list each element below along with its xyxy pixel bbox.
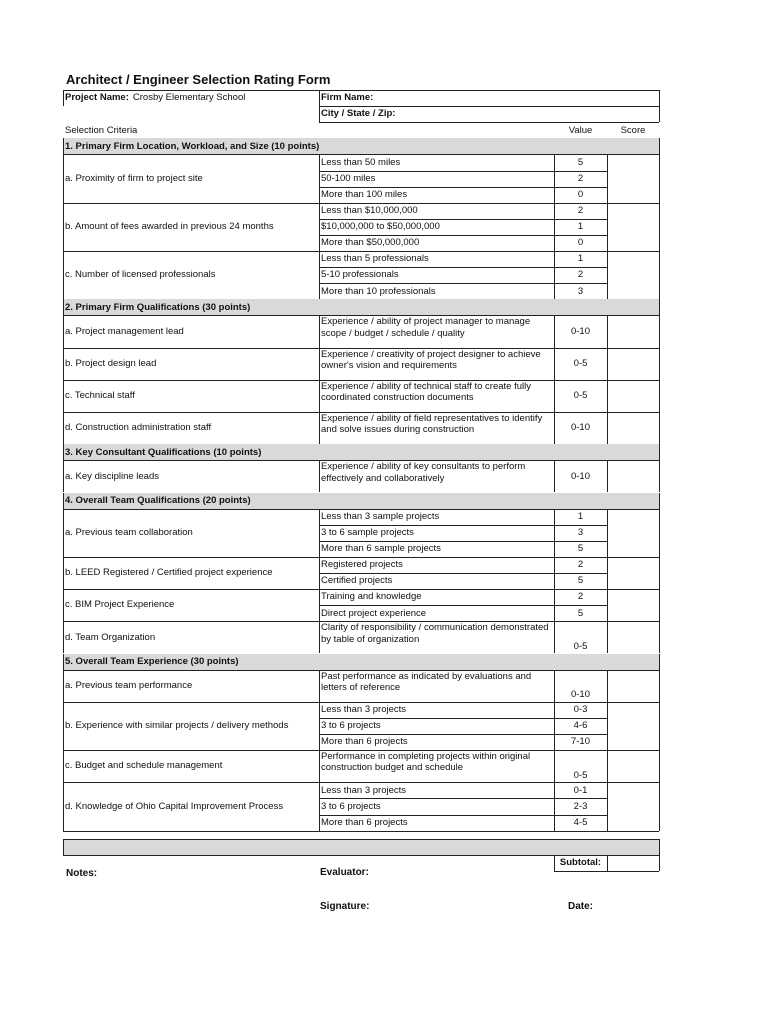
option-text: More than 6 sample projects <box>321 543 441 555</box>
option-value: 2 <box>577 172 584 184</box>
option-text: Less than 3 projects <box>321 704 407 716</box>
option-text: More than 10 professionals <box>321 285 436 297</box>
section-header: 1. Primary Firm Location, Workload, and Size (10 points) <box>63 138 659 154</box>
grid-line <box>659 444 660 460</box>
section-header: 2. Primary Firm Qualifications (30 points) <box>63 299 659 315</box>
grid-line <box>554 412 555 444</box>
option-value: 0 <box>577 237 584 249</box>
grid-line <box>63 589 64 621</box>
grid-line <box>63 831 659 832</box>
criteria-label: d. Construction administration staff <box>65 422 212 434</box>
grid-line <box>63 782 64 830</box>
grid-line <box>659 203 660 251</box>
option-description: Performance in completing projects within original construction budget and schedule <box>321 751 531 774</box>
criteria-header: Selection Criteria <box>65 124 138 136</box>
option-text: 3 to 6 sample projects <box>321 527 414 539</box>
score-input[interactable] <box>610 252 656 298</box>
grid-line <box>63 654 64 670</box>
grid-line <box>607 460 608 492</box>
rating-table <box>63 90 659 869</box>
grid-line <box>659 493 660 509</box>
grid-line <box>659 315 660 347</box>
criteria-label: c. Number of licensed professionals <box>65 269 216 281</box>
section-header: 4. Overall Team Qualifications (20 points) <box>63 493 659 509</box>
grid-line <box>63 509 64 557</box>
option-value: 2 <box>577 591 584 603</box>
grid-line <box>659 380 660 412</box>
grid-line <box>319 90 320 122</box>
grid-line <box>63 90 659 91</box>
grid-line <box>659 702 660 750</box>
grid-line <box>319 203 320 251</box>
form-title: Architect / Engineer Selection Rating Form <box>66 72 331 87</box>
score-input[interactable] <box>610 510 656 556</box>
option-description: Past performance as indicated by evaluations and letters of reference <box>321 670 532 693</box>
grid-line <box>659 348 660 380</box>
grid-line <box>659 750 660 782</box>
grid-line <box>554 670 555 702</box>
grid-line <box>554 203 555 251</box>
city-state-zip-label: City / State / Zip: <box>321 108 396 120</box>
grid-line <box>63 493 64 509</box>
grid-line <box>607 855 608 871</box>
grid-line <box>607 782 608 830</box>
grid-line <box>554 855 555 871</box>
grid-line <box>659 460 660 492</box>
option-description: Experience / ability of field representatives to identify and solve issues during construction <box>321 413 543 436</box>
option-value: 7-10 <box>570 736 590 748</box>
grid-line <box>319 670 320 702</box>
firm-name-label: Firm Name: <box>321 92 374 104</box>
option-value: 4-6 <box>573 720 588 732</box>
grid-line <box>63 154 64 202</box>
grid-line <box>554 702 555 750</box>
grid-line <box>554 154 555 202</box>
grid-line <box>554 871 659 872</box>
grid-line <box>63 138 64 154</box>
score-input[interactable] <box>610 622 656 652</box>
grid-line <box>554 621 555 653</box>
grid-line <box>659 589 660 621</box>
grid-line <box>659 154 660 202</box>
grid-line <box>607 557 608 589</box>
project-name-value: Crosby Elementary School <box>132 92 246 104</box>
option-text: More than 6 projects <box>321 816 408 828</box>
grid-line <box>319 412 320 444</box>
grid-line <box>659 670 660 702</box>
grid-line <box>63 839 64 855</box>
subtotal-label: Subtotal: <box>559 857 602 869</box>
grid-line <box>319 621 320 653</box>
grid-line <box>63 460 64 492</box>
date-label: Date: <box>568 901 594 912</box>
project-name-label: Project Name: <box>65 92 129 104</box>
criteria-label: a. Project management lead <box>65 325 184 337</box>
option-value: 1 <box>577 253 584 265</box>
grid-line <box>659 138 660 154</box>
option-text: Less than $10,000,000 <box>321 205 418 217</box>
grid-line <box>63 412 64 444</box>
score-input[interactable] <box>610 155 656 201</box>
option-text: 50-100 miles <box>321 172 376 184</box>
grid-line <box>607 412 608 444</box>
criteria-label: a. Key discipline leads <box>65 470 159 482</box>
grid-line <box>607 154 608 202</box>
grid-line <box>607 348 608 380</box>
option-value: 0-1 <box>573 784 588 796</box>
score-input[interactable] <box>610 381 656 411</box>
grid-line <box>607 509 608 557</box>
criteria-label: d. Team Organization <box>65 631 156 643</box>
section-header: 5. Overall Team Experience (30 points) <box>63 654 659 670</box>
option-value: 1 <box>577 221 584 233</box>
signature-label: Signature: <box>320 901 370 912</box>
option-text: Registered projects <box>321 559 403 571</box>
grid-line <box>319 380 320 412</box>
grid-line <box>607 750 608 782</box>
score-input[interactable] <box>610 461 656 491</box>
option-value: 0-10 <box>570 689 590 701</box>
option-text: Direct project experience <box>321 607 427 619</box>
score-input[interactable] <box>610 671 656 701</box>
option-text: $10,000,000 to $50,000,000 <box>321 221 440 233</box>
criteria-label: a. Proximity of firm to project site <box>65 172 203 184</box>
grid-line <box>319 750 320 782</box>
grid-line <box>319 106 659 107</box>
option-value: 0-5 <box>573 357 588 369</box>
grid-line <box>63 444 64 460</box>
option-description: Experience / creativity of project designer to achieve owner's vision and requirements <box>321 348 541 371</box>
score-input[interactable] <box>610 204 656 250</box>
option-value: 0 <box>577 188 584 200</box>
grid-line <box>659 621 660 653</box>
grid-line <box>319 509 320 557</box>
criteria-label: b. Project design lead <box>65 357 157 369</box>
grid-line <box>659 299 660 315</box>
option-description: Experience / ability of project manager to manage scope / budget / schedule / quality <box>321 316 531 339</box>
criteria-label: a. Previous team performance <box>65 679 193 691</box>
subtotal-input[interactable] <box>608 855 659 871</box>
criteria-label: b. Amount of fees awarded in previous 24 months <box>65 221 274 233</box>
option-value: 0-3 <box>573 704 588 716</box>
criteria-label: d. Knowledge of Ohio Capital Improvement Process <box>65 800 284 812</box>
grid-line <box>63 839 659 840</box>
score-input[interactable] <box>610 558 656 588</box>
option-value: 3 <box>577 285 584 297</box>
grid-line <box>63 702 64 750</box>
option-value: 0-10 <box>570 325 590 337</box>
grid-line <box>554 315 555 347</box>
grid-line <box>554 589 555 621</box>
grid-line <box>63 203 64 251</box>
section-header: 3. Key Consultant Qualifications (10 points) <box>63 444 659 460</box>
criteria-label: b. Experience with similar projects / delivery methods <box>65 720 289 732</box>
grid-line <box>63 750 64 782</box>
criteria-label: c. BIM Project Experience <box>65 599 175 611</box>
option-value: 5 <box>577 156 584 168</box>
grid-line <box>659 557 660 589</box>
grid-line <box>554 251 555 299</box>
grid-line <box>319 589 320 621</box>
option-value: 2-3 <box>573 800 588 812</box>
option-value: 0-5 <box>573 641 588 653</box>
grid-line <box>554 750 555 782</box>
score-input[interactable] <box>610 316 656 346</box>
option-text: 5-10 professionals <box>321 269 399 281</box>
grid-line <box>554 380 555 412</box>
score-input[interactable] <box>610 783 656 829</box>
grid-line <box>319 251 320 299</box>
criteria-label: c. Budget and schedule management <box>65 760 223 772</box>
grid-line <box>63 299 64 315</box>
grid-line <box>659 782 660 830</box>
grid-line <box>319 702 320 750</box>
option-value: 0-10 <box>570 470 590 482</box>
grid-line <box>607 670 608 702</box>
grid-line <box>319 315 320 347</box>
option-value: 0-5 <box>573 390 588 402</box>
option-text: Less than 3 sample projects <box>321 510 440 522</box>
option-value: 5 <box>577 575 584 587</box>
grid-line <box>319 348 320 380</box>
grid-line <box>607 203 608 251</box>
grid-line <box>659 412 660 444</box>
grid-line <box>659 654 660 670</box>
grid-line <box>63 315 64 347</box>
option-value: 2 <box>577 269 584 281</box>
score-input[interactable] <box>610 413 656 443</box>
option-text: 3 to 6 projects <box>321 720 381 732</box>
grid-line <box>319 460 320 492</box>
criteria-label: a. Previous team collaboration <box>65 527 193 539</box>
option-value: 5 <box>577 543 584 555</box>
option-description: Experience / ability of technical staff to create fully coordinated construction documents <box>321 380 531 404</box>
grid-line <box>659 855 660 871</box>
notes-label: Notes: <box>66 868 98 879</box>
project-name-field <box>63 90 319 106</box>
grid-line <box>554 782 555 830</box>
option-text: More than 100 miles <box>321 188 408 200</box>
score-input[interactable] <box>610 349 656 379</box>
option-text: More than 6 projects <box>321 736 408 748</box>
grid-line <box>607 702 608 750</box>
grid-line <box>607 251 608 299</box>
grid-line <box>607 315 608 347</box>
option-description: Clarity of responsibility / communication demonstrated by table of organization <box>321 622 549 645</box>
option-value: 0-10 <box>570 422 590 434</box>
grid-line <box>319 557 320 589</box>
grid-line <box>554 460 555 492</box>
grid-line <box>554 348 555 380</box>
option-text: Certified projects <box>321 575 393 587</box>
grid-line <box>63 621 64 653</box>
grid-line <box>659 839 660 855</box>
option-text: More than $50,000,000 <box>321 237 420 249</box>
score-input[interactable] <box>610 751 656 781</box>
option-value: 2 <box>577 559 584 571</box>
option-value: 5 <box>577 607 584 619</box>
criteria-label: b. LEED Registered / Certified project experience <box>65 567 273 579</box>
option-value: 1 <box>577 510 584 522</box>
value-header: Value <box>568 124 593 136</box>
grid-line <box>659 251 660 299</box>
score-input[interactable] <box>610 703 656 749</box>
grid-line <box>63 670 64 702</box>
spacer-band <box>63 839 659 855</box>
grid-line <box>63 251 64 299</box>
option-text: 3 to 6 projects <box>321 800 381 812</box>
option-text: Less than 50 miles <box>321 156 401 168</box>
grid-line <box>607 621 608 653</box>
grid-line <box>554 557 555 589</box>
score-input[interactable] <box>610 590 656 620</box>
grid-line <box>319 782 320 830</box>
score-header: Score <box>620 124 646 136</box>
grid-line <box>659 509 660 557</box>
grid-line <box>63 348 64 380</box>
grid-line <box>63 90 64 106</box>
grid-line <box>554 509 555 557</box>
grid-line <box>607 589 608 621</box>
option-value: 3 <box>577 527 584 539</box>
grid-line <box>63 380 64 412</box>
grid-line <box>659 90 660 122</box>
grid-line <box>63 557 64 589</box>
option-value: 4-5 <box>573 816 588 828</box>
option-value: 2 <box>577 205 584 217</box>
option-value: 0-5 <box>573 769 588 781</box>
evaluator-label: Evaluator: <box>320 867 369 878</box>
grid-line <box>607 380 608 412</box>
option-text: Training and knowledge <box>321 591 422 603</box>
grid-line <box>319 154 320 202</box>
criteria-label: c. Technical staff <box>65 390 135 402</box>
option-description: Experience / ability of key consultants to perform effectively and collaboratively <box>321 461 526 484</box>
option-text: Less than 5 professionals <box>321 253 429 265</box>
option-text: Less than 3 projects <box>321 784 407 796</box>
